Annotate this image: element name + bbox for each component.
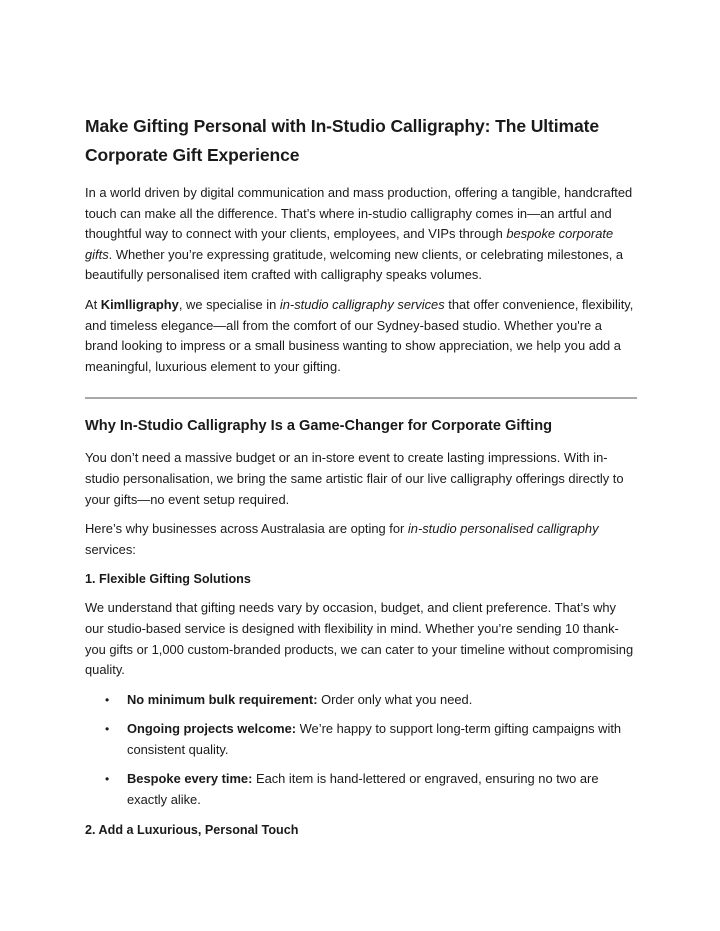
- bullet-icon: •: [105, 692, 110, 707]
- intro-p2-text-c: that offer convenience, flexibility, and timeless elegance—all from the comfort of our Sydney-based studio. Whether you're a brand looking to impress or a small business wanting to show appreciation, we help you add a meaningful, luxurious element to your gifting.: [85, 296, 634, 374]
- brand-name: Kimlligraphy: [100, 296, 179, 312]
- horizontal-divider: [85, 397, 637, 399]
- section-heading: Why In-Studio Calligraphy Is a Game-Changer for Corporate Gifting: [85, 418, 553, 435]
- intro-p1-emphasis: bespoke corporate gifts: [85, 226, 614, 262]
- intro-paragraph-2: [85, 295, 637, 377]
- intro-p2-emphasis: in-studio calligraphy services: [279, 296, 445, 312]
- bullet-icon: •: [105, 722, 110, 737]
- section-p2-text-b: services:: [85, 541, 136, 557]
- list-item-text: We’re happy to support long-term gifting campaigns with consistent quality.: [127, 721, 622, 757]
- list-item: [85, 690, 637, 711]
- list-item-bold: Ongoing projects welcome:: [127, 721, 297, 737]
- document-page: [85, 112, 637, 849]
- intro-p2-text-b: , we specialise in: [178, 296, 280, 312]
- section-p2-text-a: Here’s why businesses across Australasia are opting for: [85, 521, 408, 537]
- list-item-bold: No minimum bulk requirement:: [127, 691, 318, 707]
- list-item-text: Order only what you need.: [317, 691, 473, 707]
- section-p2-emphasis: in-studio personalised calligraphy: [407, 521, 599, 537]
- list-item: [85, 719, 637, 760]
- list-item-bold: Bespoke every time:: [127, 771, 253, 787]
- list-item-text: Each item is hand-lettered or engraved, ensuring no two are exactly alike.: [127, 771, 599, 808]
- subsection-heading-1: 1. Flexible Gifting Solutions: [85, 572, 251, 587]
- list-item: [85, 769, 637, 810]
- article-title: Make Gifting Personal with In-Studio Calligraphy: The Ultimate Corporate Gift Experience: [85, 116, 599, 165]
- bullet-list: [85, 690, 637, 811]
- subsection-paragraph: We understand that gifting needs vary by occasion, budget, and client preference. That’s why our studio-based service is designed with flexibility in mind. Whether you’re sending 10 thank-you gifts or 1,000 custom-branded products, we can cater to your timeline without compromising quality.: [85, 600, 634, 678]
- section-paragraph-2: [85, 519, 637, 560]
- subsection-heading-2: 2. Add a Luxurious, Personal Touch: [85, 822, 299, 837]
- section-paragraph-1: You don’t need a massive budget or an in-store event to create lasting impressions. With in-studio personalisation, we bring the same artistic flair of our live calligraphy offerings directly to your gifts—no event setup required.: [85, 450, 624, 507]
- intro-p2-text-a: At: [85, 296, 101, 312]
- bullet-icon: •: [105, 772, 110, 787]
- intro-p1-text-b: . Whether you’re expressing gratitude, welcoming new clients, or celebrating milestones, a beautifully personalised item crafted with calligraphy speaks volumes.: [85, 246, 624, 283]
- intro-paragraph-1: [85, 183, 637, 286]
- intro-p1-text-a: In a world driven by digital communication and mass production, offering a tangible, handcrafted touch can make all the difference. That’s where in-studio calligraphy comes in—an artful and thoughtful way to connect with your clients, employees, and VIPs through: [85, 185, 633, 242]
